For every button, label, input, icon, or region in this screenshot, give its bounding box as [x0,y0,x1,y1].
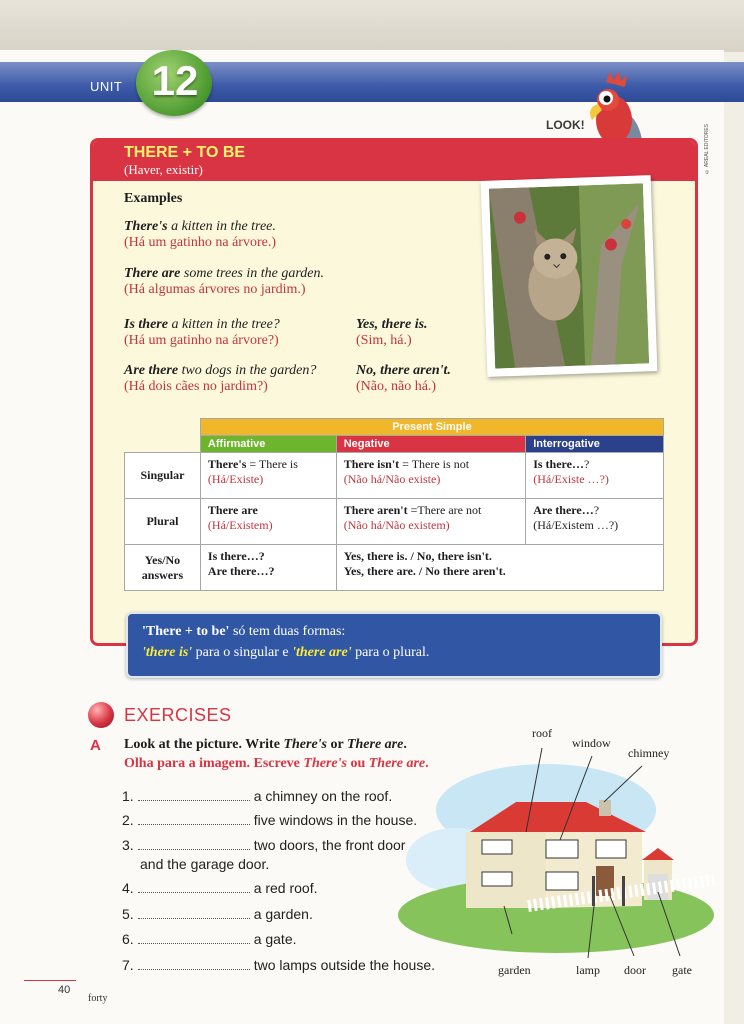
example-answer: No, there aren't. [356,363,451,378]
instr-part: . [425,756,429,771]
kitten-in-tree-icon [489,183,649,368]
exercise-item-4 [122,880,318,896]
yesno-label-2: answers [141,567,184,582]
cell-rest: ? [583,457,590,471]
exercise-item-3-cont: and the garage door. [140,856,270,872]
item-text: a gate. [253,931,297,947]
example-en-rest: a kitten in the tree. [167,219,276,234]
exercise-instruction-pt [124,756,429,772]
cell-plural-negative [336,499,526,545]
cell-bold: There isn't [343,457,400,471]
answer-blank[interactable] [138,824,250,825]
look-label: LOOK! [546,118,585,132]
item-number: 1. [122,788,134,804]
example-4-answer [356,363,451,395]
col-affirmative: Affirmative [200,436,336,453]
label-window: window [572,736,611,750]
example-en-rest: a kitten in the tree? [167,317,280,332]
cell-yesno-answers [336,545,663,591]
answer-blank[interactable] [138,969,250,970]
cell-plural-interrogative [526,499,664,545]
row-label-plural: Plural [125,499,201,545]
page-number: 40 [58,984,71,996]
label-chimney: chimney [628,746,670,760]
row-label-yesno [125,545,201,591]
grammar-title: THERE + TO BE [124,144,246,161]
note-line-1 [142,624,345,640]
page-number-word: forty [88,993,108,1004]
instr-part: There's [283,737,327,752]
cell-pt: (Não há/Não existem) [343,518,450,532]
item-number: 5. [122,906,134,922]
item-number: 6. [122,931,134,947]
house-illustration-icon [396,740,716,964]
item-text: a garden. [253,906,313,922]
label-garden: garden [498,963,531,977]
example-4 [124,363,316,395]
cell-bold: Are there… [533,503,594,517]
cell-plural-affirmative [200,499,336,545]
instr-part: There are [368,756,426,771]
cell-pt: (Há/Existe) [207,472,264,486]
example-pt: (Há um gatinho na árvore?) [124,333,279,348]
label-door: door [624,963,646,977]
cell-pt: (Há/Existem …?) [533,518,619,532]
item-number: 4. [122,880,134,896]
example-3-answer [356,317,428,349]
cell-rest: = There is not [399,457,470,471]
cell-pt: (Não há/Não existe) [343,472,441,486]
answer-blank[interactable] [138,943,250,944]
item-number: 3. [122,837,134,853]
cell-bold: There's [207,457,247,471]
table-blank [125,436,201,453]
top-band [0,0,744,52]
instr-part: or [327,737,347,752]
item-number: 2. [122,812,134,828]
instr-part: There are [346,737,404,752]
grammar-subtitle: (Haver, existir) [124,162,203,177]
cell-bold: There are [207,503,258,517]
item-text: five windows in the house. [253,812,418,828]
example-en-bold: Is there [124,317,168,332]
instr-part: . [403,737,407,752]
exercise-item-2 [122,812,417,828]
example-1 [124,219,276,251]
answer-blank[interactable] [138,918,250,919]
example-en-bold: There's [124,219,168,234]
example-answer-pt: (Não, não há.) [356,379,437,394]
yesno-label-1: Yes/No [144,552,181,567]
answer-blank[interactable] [138,800,250,801]
cell-rest: =There are not [407,503,482,517]
cell-pt: (Há/Existe …?) [533,472,609,486]
answer-blank[interactable] [138,849,250,850]
example-en-bold: There are [124,266,181,281]
answer-blank[interactable] [138,892,250,893]
exercise-item-1 [122,788,392,804]
yesno-a1: Yes, there is. / No, there isn't. [343,549,492,563]
instr-part: There's [303,756,347,771]
exercise-item-5 [122,906,313,922]
yesno-q1: Is there…? [207,549,265,563]
kitten-photo [481,175,658,377]
note-bold: 'There + to be' [142,624,230,639]
example-3 [124,317,280,349]
item-text: two lamps outside the house. [253,957,436,973]
example-2 [124,266,324,298]
instr-part: ou [346,756,369,771]
item-text: two doors, the front door [253,837,406,853]
item-number: 7. [122,957,134,973]
label-lamp: lamp [576,963,600,977]
example-en-bold: Are there [124,363,179,378]
note-text: só tem duas formas: [229,624,346,639]
exercise-item-6 [122,931,297,947]
item-text: a chimney on the roof. [253,788,393,804]
table-header-main: Present Simple [200,419,663,436]
cell-singular-negative [336,453,526,499]
unit-number: 12 [151,57,199,104]
cell-singular-affirmative [200,453,336,499]
example-en-rest: two dogs in the garden? [178,363,317,378]
example-en-rest: some trees in the garden. [180,266,324,281]
note-there-are: 'there are' [292,645,352,660]
copyright: © AREAL EDITORES [704,124,710,175]
note-line-2 [142,645,429,661]
cell-bold: There aren't [343,503,408,517]
note-text: para o singular e [192,645,293,660]
grammar-table [124,418,664,591]
example-pt: (Há um gatinho na árvore.) [124,235,276,250]
cell-pt: (Há/Existem) [207,518,273,532]
col-negative: Negative [336,436,526,453]
exercises-heading: EXERCISES [124,705,232,725]
example-pt: (Há algumas árvores no jardim.) [124,282,306,297]
note-there-is: 'there is' [142,645,193,660]
example-answer: Yes, there is. [356,317,428,332]
yesno-a2: Yes, there are. / No there aren't. [343,564,506,578]
note-text: para o plural. [351,645,430,660]
label-roof: roof [532,726,552,740]
col-interrogative: Interrogative [526,436,664,453]
exercises-ball-icon [88,702,114,728]
example-pt: (Há dois cães no jardim?) [124,379,268,394]
exercise-item-3 [122,837,405,853]
yesno-q2: Are there…? [207,564,275,578]
exercise-letter: A [90,737,101,754]
exercise-instruction [124,737,407,753]
footer-line [24,980,76,981]
row-label-singular: Singular [125,453,201,499]
label-gate: gate [672,963,692,977]
instr-part: Olha para a imagem. Escreve [124,756,304,771]
table-blank [125,419,201,436]
cell-yesno-questions [200,545,336,591]
cell-singular-interrogative [526,453,664,499]
cell-rest: ? [593,503,600,517]
item-text: a red roof. [253,880,318,896]
instr-part: Look at the picture. Write [124,737,284,752]
cell-rest: = There is [246,457,298,471]
unit-label: UNIT [90,79,123,94]
cell-bold: Is there… [533,457,584,471]
example-answer-pt: (Sim, há.) [356,333,412,348]
examples-heading: Examples [124,191,183,206]
exercise-item-7 [122,957,435,973]
